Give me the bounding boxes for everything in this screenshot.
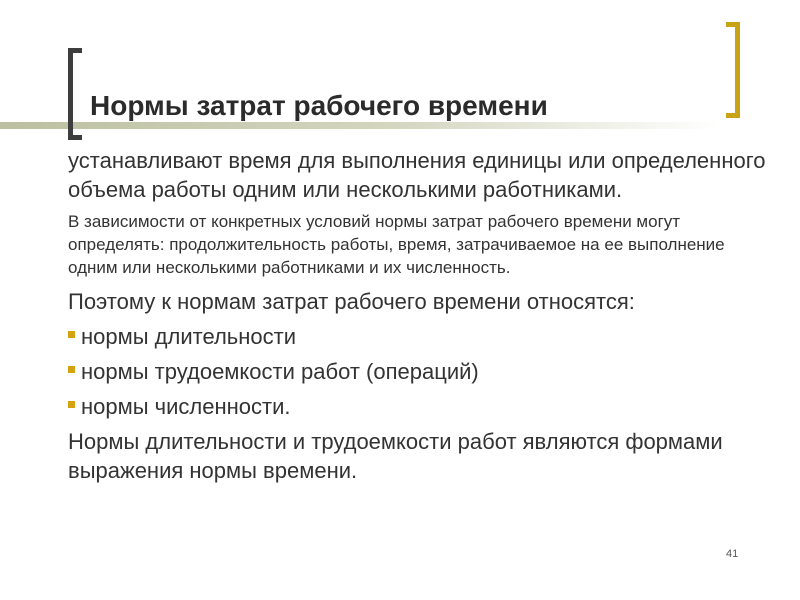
right-bracket-decoration (726, 22, 740, 118)
list-item-text: нормы длительности (81, 324, 297, 349)
list-item (68, 392, 768, 421)
list-item-text: нормы трудоемкости работ (операций) (81, 359, 479, 384)
square-bullet-icon (68, 401, 75, 408)
conditions-paragraph: В зависимости от конкретных условий нормы затрат рабочего времени могут определять: продолжительность работы, время, затрачиваемое на ее выполнение одним или несколькими работниками и их численность. (68, 212, 725, 277)
square-bullet-icon (68, 331, 75, 338)
definition-paragraph: устанавливают время для выполнения единицы или определенного объема работы одним или несколькими работниками. (68, 148, 766, 202)
page-number: 41 (726, 548, 739, 560)
list-item-text: нормы численности. (81, 394, 291, 419)
slide-body (68, 146, 768, 491)
closing-paragraph: Нормы длительности и трудоемкости работ являются формами выражения нормы времени. (68, 429, 723, 483)
norms-list (68, 322, 768, 421)
slide-title: Нормы затрат рабочего времени (90, 90, 548, 121)
list-intro-paragraph: Поэтому к нормам затрат рабочего времени относятся: (68, 289, 635, 314)
square-bullet-icon (68, 366, 75, 373)
left-bracket-decoration (68, 48, 82, 140)
title-underline-rule (0, 122, 720, 129)
list-item (68, 357, 768, 386)
list-item (68, 322, 768, 351)
